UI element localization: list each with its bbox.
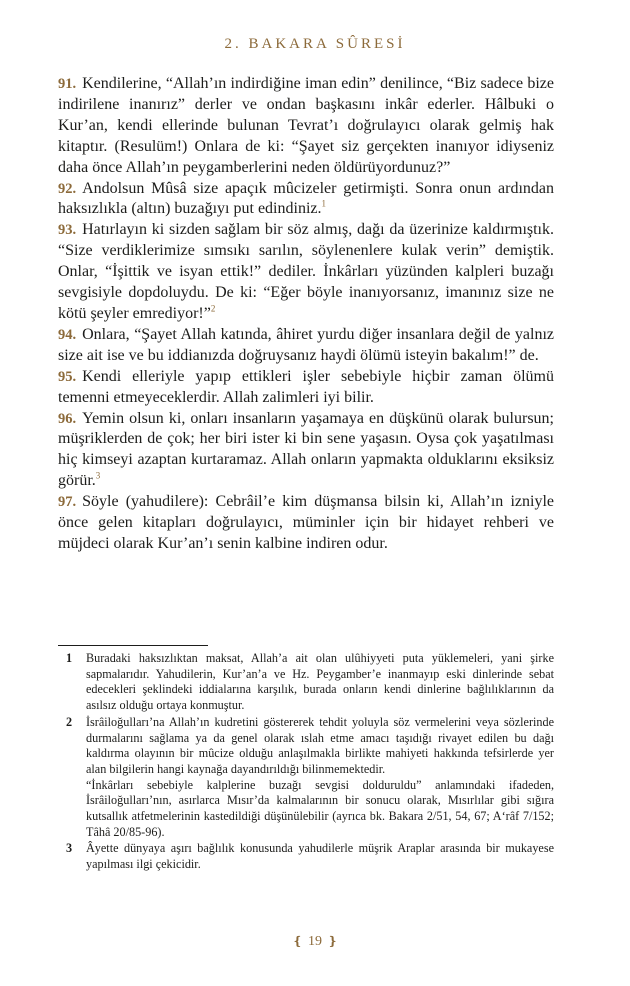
page-number: 19 bbox=[308, 934, 322, 949]
footnotes bbox=[58, 651, 554, 874]
verse-93 bbox=[58, 220, 554, 325]
verse-text: Onlara, “Şayet Allah katında, âhiret yurdu diğer insanlara değil de yalnız size ait ise ve bu iddianızda doğruysanız haydi ölümü isteyin bakalım!” de. bbox=[58, 325, 554, 364]
footnote-number: 3 bbox=[66, 841, 73, 856]
footnote-ref[interactable]: 2 bbox=[210, 303, 216, 314]
verse-text: Söyle (yahudilere): Cebrâil’e kim düşmansa bilsin ki, Allah’ın izniyle önce gelen kitapları doğrulayıcı, müminler için bir hidayet rehberi ve müjdeci olarak Kur’an’ı senin kalbine indiren odur. bbox=[58, 493, 554, 552]
verse-91 bbox=[58, 74, 554, 179]
main-text bbox=[58, 74, 554, 555]
verse-number: 91. bbox=[58, 76, 77, 92]
verse-number: 92. bbox=[58, 180, 77, 197]
footnote-text: İsrâiloğulları’na Allah’ın kudretini göstererek tehdit yoluyla söz vermelerini veya sözlerinde durmalarını sağlama ya da genel olarak ıslah etme amacı taşıdığı rivayet edilen bu dağı kaldırma olayının bir mûcize olduğu anlaşılmakla birlikte mahiyeti hakkında tefsirlerde yer alan bilgilerin hangi kaynağa dayandırıldığı bilinmemektedir. bbox=[86, 714, 554, 776]
verse-92 bbox=[58, 179, 554, 221]
verse-number: 95. bbox=[58, 368, 77, 385]
verse-number: 94. bbox=[58, 326, 77, 343]
footnote-text: “İnkârları sebebiyle kalplerine buzağı sevgisi dolduruldu” anlamındaki ifadeden, İsrâiloğulları’nın, asırlarca Mısır’da kalmalarının bir sonucu olarak, Mısırlılar gibi sığıra kutsallık atfetmelerinin kastedildiği düşünülebilir (ayrıca bk. Bakara 2/51, 54, 67; A‘râf 7/152; Tâhâ 20/85-96). bbox=[86, 777, 554, 839]
verse-text: Kendilerine, “Allah’ın indirdiğine iman edin” denilince, “Biz sadece bize indirilene inanırız” derler ve ondan başkasını inkâr ederler. Hâlbuki o Kur’an, kendi ellerinde bulunan Tevrat’ı doğrulayıcı olarak gelmiş hak kitaptır. (Resulüm!) Onlara de ki: “Şayet siz gerçekten inanıyor idiyseniz daha önce Allah’ın peygamberlerini neden öldürüyordunuz?” bbox=[58, 75, 554, 176]
verse-number: 93. bbox=[58, 222, 77, 239]
left-ornament-icon: ❴ bbox=[292, 934, 303, 948]
footnote-2 bbox=[58, 715, 554, 841]
footnote-3 bbox=[58, 841, 554, 872]
verse-95 bbox=[58, 367, 554, 409]
footnote-1 bbox=[58, 651, 554, 714]
verse-97 bbox=[58, 492, 554, 555]
verse-94 bbox=[58, 325, 554, 367]
footnote-ref[interactable]: 1 bbox=[321, 199, 326, 210]
footnote-text: Buradaki haksızlıktan maksat, Allah’a ait olan ulûhiyyeti puta yüklemeleri, yani şirke sapmalarıdır. Yahudilerin, Kur’an’a ve Hz. Peygamber’e inanmayıp eski dinlerinde sebat edecekleri şeklindeki iddialarına karşılık, burada onların kendi dinlerine bağlılıklarının da asılsız olduğu ortaya konmuştur. bbox=[86, 651, 554, 713]
running-header: 2. BAKARA SÛRESİ bbox=[224, 36, 406, 52]
verse-text: Andolsun Mûsâ size apaçık mûcizeler getirmişti. Sonra onun ardından haksızlıkla (altın) buzağıyı put edindiniz. bbox=[58, 179, 554, 218]
footnote-divider bbox=[58, 645, 208, 646]
verse-text: Hatırlayın ki sizden sağlam bir söz almış, dağı da üzerinize kaldırmıştık. “Size verdiklerimize sımsıkı sarılın, söylenenlere kulak verin” demiştik. Onlar, “İşittik ve isyan ettik!” dediler. İnkârları yüzünden kalpleri buzağı sevgisiyle dopdoluydu. De ki: “Eğer böyle inanıyorsanız, imanınız size ne kötü şeyler emrediyor!” bbox=[58, 221, 554, 322]
verse-number: 96. bbox=[58, 410, 77, 427]
footnote-number: 2 bbox=[66, 714, 73, 729]
right-ornament-icon: ❵ bbox=[327, 934, 338, 948]
footnote-ref[interactable]: 3 bbox=[95, 470, 101, 481]
footnote-text: Âyette dünyaya aşırı bağlılık konusunda yahudilerle müşrik Araplar arasında bir mukayese yapılması ilgi çekicidir. bbox=[86, 841, 554, 872]
verse-text: Kendi elleriyle yapıp ettikleri işler sebebiyle hiçbir zaman ölümü temenni etmeyeceklerdir. Allah zalimleri iyi bilir. bbox=[58, 367, 554, 406]
verse-number: 97. bbox=[58, 494, 77, 511]
page-number-footer bbox=[0, 934, 630, 950]
verse-text: Yemin olsun ki, onları insanların yaşamaya en düşkünü olarak bulursun; müşriklerden de çok; her biri ister ki bin sene yaşasın. Oysa çok yaşatılması hiç kimseyi azaptan kurtaramaz. Allah onların yapmakta olduklarını eksiksiz görür. bbox=[58, 409, 554, 490]
verse-96 bbox=[58, 409, 554, 493]
footnote-number: 1 bbox=[66, 651, 73, 665]
